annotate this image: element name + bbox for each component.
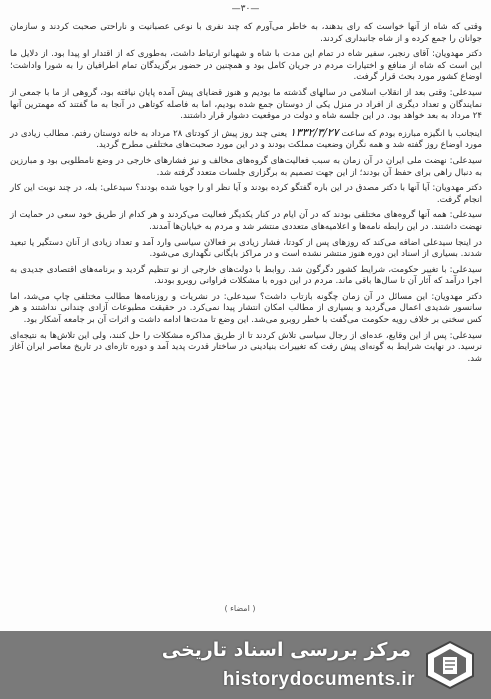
logo-text-url: historydocuments.ir xyxy=(222,669,415,690)
paragraph: سیدعلی: پس از این وقایع، عده‌ای از رجال سیاسی تلاش کردند تا از طریق مذاکره مشکلات را حل کنند، ولی این تلاش‌ها به نتیجه‌ای نرسید. در نهایت شرایط به گونه‌ای پیش رفت که تغییرات بنیادینی در ساختار قدرت پدید آمد و دوره تازه‌ای در تاریخ معاصر ایران آغاز شد. xyxy=(10,330,482,364)
paragraph: سیدعلی: وقتی بعد از انقلاب اسلامی در سالهای گذشته ما بودیم و هنوز قضایای پیش آمده پایان نیافته بود، گروهی از ما با جمعی از نمایندگان و تعداد دیگری از افراد در منزل یکی از دوستان جمع شده بودیم، اما به فاصله کوتاهی در آنجا به ما گفتند که مهمترین آنها ۲۴ مرداد به بعد خواهد بود. در این جلسه شاه و دولت در موقعیت دشوار قرار داشتند. xyxy=(10,87,482,122)
paragraph: وقتی که شاه از آنها خواست که رای بدهند، به خاطر می‌آورم که چند نفری با نوعی عصبانیت و ناراحتی صحبت کردند و سازمان جوانان را جمع کرده و از شاه جانبداری کردند. xyxy=(10,22,482,44)
paragraph: سیدعلی: نهضت ملی ایران در آن زمان به سبب فعالیت‌های گروه‌های مخالف و نیز فشارهای خارجی در وضع نامطلوبی بود و مبارزین به دنبال راهی برای حفظ آن بودند؛ از این جهت تصمیم به برگزاری جلسات متعدد گرفته شد. xyxy=(10,155,482,178)
paragraph: سیدعلی: با تغییر حکومت، شرایط کشور دگرگون شد. روابط با دولت‌های خارجی از نو تنظیم گردید و برنامه‌های اقتصادی جدیدی به اجرا درآمد که آثار آن تا سال‌ها باقی ماند. مردم در این دوره با مشکلات فراوانی روبرو بودند. xyxy=(10,264,482,287)
signature-line: ( امضاء ) xyxy=(224,604,256,613)
document-body xyxy=(10,22,482,369)
handwritten-date: ۱۳۳۲/۳/۲۷ xyxy=(289,125,339,139)
document-emblem-icon xyxy=(423,640,477,690)
paragraph-with-handwriting xyxy=(10,127,482,152)
paragraph-text: یعنی چند روز پیش از کودتای ۲۸ مرداد به خانه دوستان رفتم. مطالب زیادی در مورد اوضاع روز گفته شد و همه نگران وضعیت مملکت بودند و در این مورد صحبت‌های مختلفی مطرح گردید. xyxy=(10,128,482,151)
logo-text-persian: مرکز بررسی اسناد تاریخی xyxy=(161,639,411,661)
paragraph: دکتر مهدویان: آقای رنجبر، سفیر شاه در تمام این مدت با شاه و شهبانو ارتباط داشت، به‌طوری که از اقتدار او پیدا بود. از دلایل ما این است که شاه از منافع و اختیارات مردم در جریان کامل بود و همچنین در حضور برگزیدگان تمام اطرافیان را به شورا واداشت؛ اوضاع کشور مورد بحث قرار گرفت. xyxy=(10,49,482,83)
page-number: —۳۰— xyxy=(231,4,260,14)
paragraph: سیدعلی: همه آنها گروه‌های مختلفی بودند که در آن ایام در کنار یکدیگر فعالیت می‌کردند و هر کدام از طریق خود سعی در حمایت از نهضت داشتند. در این رابطه نامه‌ها و اعلامیه‌های متعددی منتشر شد و مردم به خیابان‌ها آمدند. xyxy=(10,210,482,232)
paragraph-text: اینجانب با انگیزه مبارزه بودم که ساعت xyxy=(341,128,483,139)
paragraph: دکتر مهدویان: این مسائل در آن زمان چگونه بازتاب داشت؟ سیدعلی: در نشریات و روزنامه‌ها مطالب مختلفی چاپ می‌شد، اما سانسور شدیدی اعمال می‌گردید و بسیاری از مطالب امکان انتشار پیدا نمی‌کرد. در حقیقت مطبوعات آزادی چندانی نداشتند و هر کس سخنی بر خلاف رویه حکومت می‌گفت با خطر روبرو می‌شد. این وضع تا مدت‌ها ادامه داشت و اثرات آن بر جامعه آشکار بود. xyxy=(10,291,482,326)
paragraph: دکتر مهدویان: آیا آنها با دکتر مصدق در این باره گفتگو کرده بودند و آیا نظر او را جویا شده بودند؟ سیدعلی: بله، در چند نوبت این کار انجام گرفت. xyxy=(10,183,482,205)
paragraph: در اینجا سیدعلی اضافه می‌کند که روزهای پس از کودتا، فشار زیادی بر فعالان سیاسی وارد آمد و تعداد زیادی از آنان دستگیر یا تبعید شدند. بسیاری از اسناد این دوره هنوز منتشر نشده است و در مراکز بایگانی نگهداری می‌شود. xyxy=(10,237,482,260)
watermark-footer xyxy=(0,631,491,699)
